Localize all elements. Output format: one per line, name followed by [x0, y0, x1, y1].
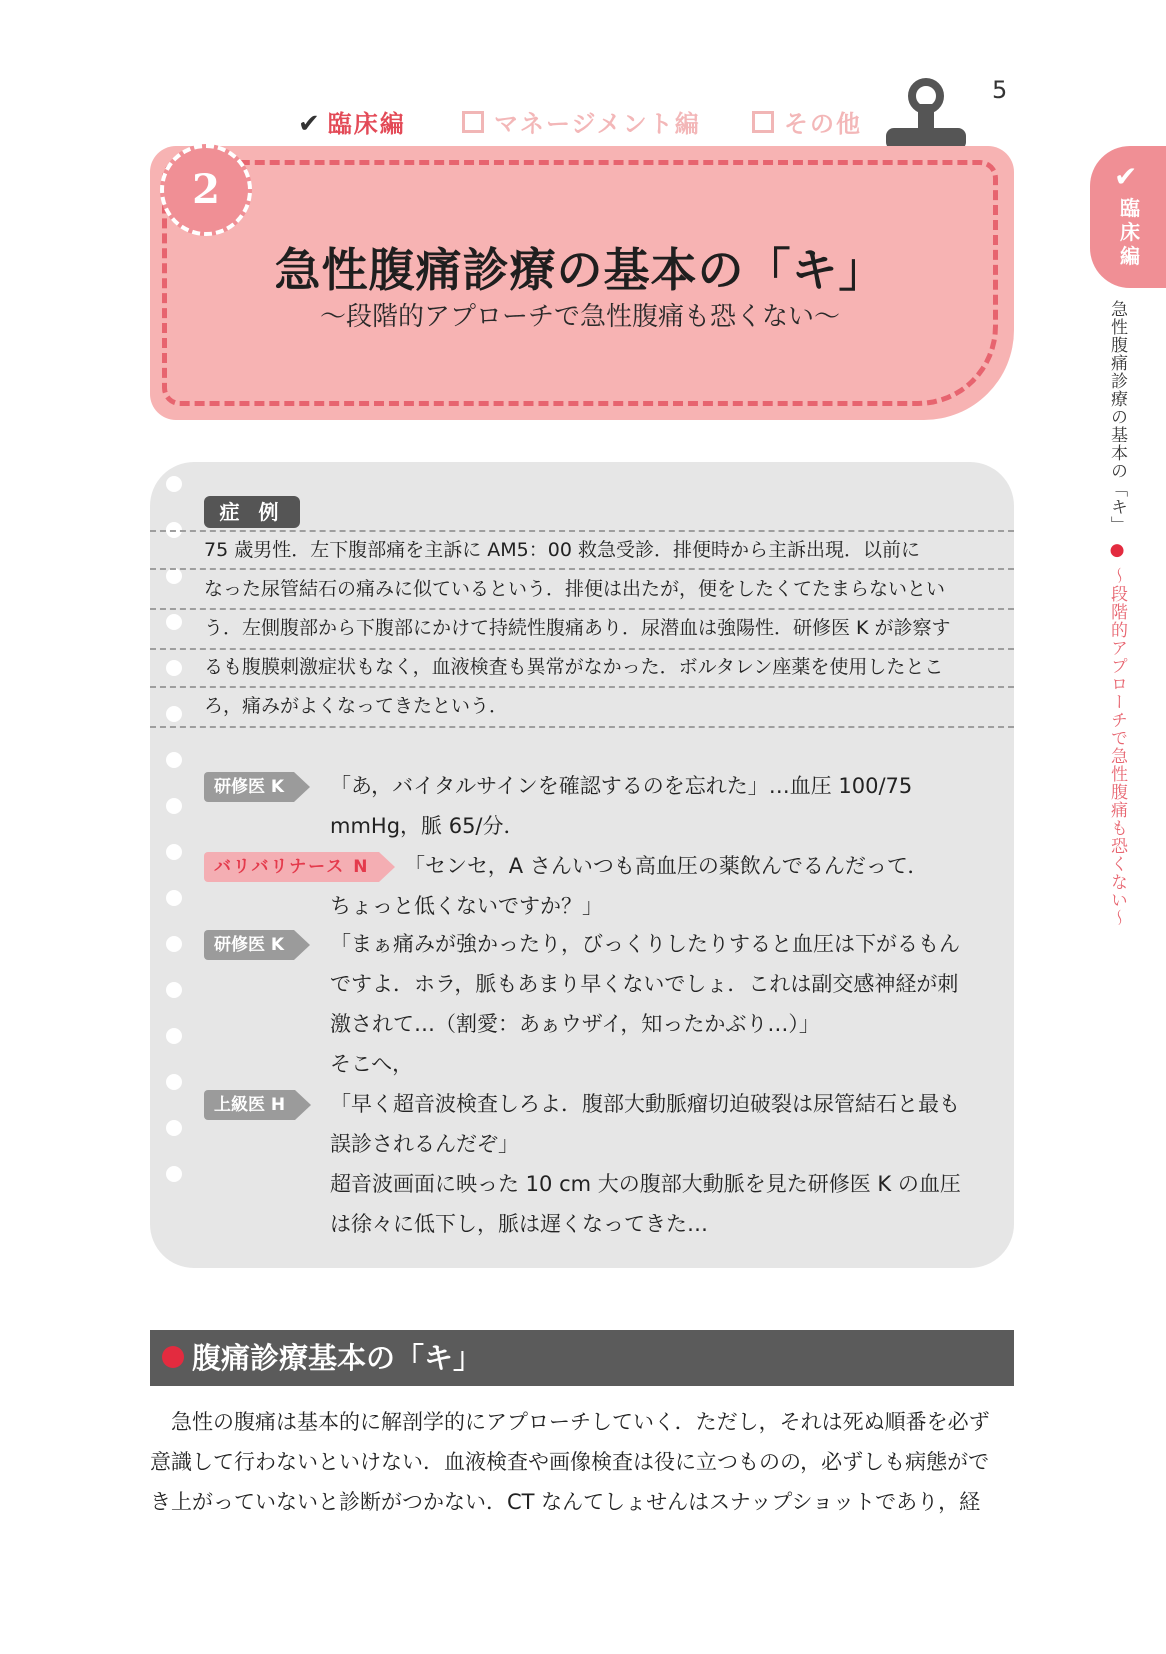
running-title-sub: ～段階的アプローチで急性腹痛も恐くない～	[1107, 567, 1127, 927]
side-tab-label: 臨床編	[1120, 196, 1140, 268]
case-label: 症 例	[204, 496, 300, 528]
binder-hole	[166, 476, 182, 492]
binder-hole	[166, 1074, 182, 1090]
case-text-line: ろ，痛みがよくなってきたという．	[204, 695, 509, 717]
checkbox-icon	[752, 111, 774, 133]
case-text-line: う．左側腹部から下腹部にかけて持続性腹痛あり．尿潜血は強陽性．研修医 K が診察す	[204, 617, 951, 639]
checkbox-icon	[462, 111, 484, 133]
category-other-label: その他	[784, 110, 862, 138]
binder-hole	[166, 752, 182, 768]
binder-hole	[166, 1166, 182, 1182]
category-management	[462, 104, 701, 139]
binder-hole	[166, 844, 182, 860]
dialogue-line: 「センセ，A さんいつも高血圧の薬飲んでるんだって．	[404, 854, 929, 878]
dialogue-line: 「早く超音波検査しろよ．腹部大動脈瘤切迫破裂は尿管結石と最も	[330, 1092, 960, 1116]
speaker-tag-resident-k: 研修医 K	[204, 930, 294, 960]
section-title: 腹痛診療基本の「キ」	[192, 1341, 483, 1375]
case-text-line: るも腹膜刺激症状もなく，血液検査も異常がなかった．ボルタレン座薬を使用したとこ	[204, 656, 944, 678]
chapter-title: 急性腹痛診療の基本の「キ」	[274, 243, 886, 297]
binder-hole	[166, 1120, 182, 1136]
dialogue-line: 「まぁ痛みが強かったり，びっくりしたりすると血圧は下がるもん	[330, 932, 960, 956]
dialogue-line: 激されて…（割愛：あぁウザイ，知ったかぶり…）」	[330, 1012, 820, 1036]
binder-hole	[166, 1028, 182, 1044]
chapter-number-badge: 2	[160, 144, 252, 236]
dialogue-line: そこへ，	[330, 1052, 414, 1076]
dialogue-line: 「あ，バイタルサインを確認するのを忘れた」…血圧 100/75	[330, 774, 913, 798]
category-other	[752, 104, 862, 139]
bullet-dot-icon	[162, 1346, 184, 1368]
body-text-line: 意識して行わないといけない．血液検査や画像検査は役に立つものの，必ずしも病態がで	[150, 1450, 990, 1474]
category-clinical-label: 臨床編	[327, 110, 406, 138]
chapter-subtitle: ～段階的アプローチで急性腹痛も恐くない～	[319, 302, 840, 332]
case-text-line: なった尿管結石の痛みに似ているという．排便は出たが，便をしたくてたまらないとい	[204, 578, 946, 600]
binder-hole	[166, 936, 182, 952]
rule-line	[150, 726, 1014, 728]
check-icon: ✔	[298, 109, 322, 139]
running-title-main: 急性腹痛診療の基本の「キ」	[1107, 300, 1127, 534]
body-text-line: き上がっていないと診断がつかない．CT なんてしょせんはスナップショットであり，経	[150, 1490, 981, 1514]
binder-hole	[166, 890, 182, 906]
dialogue-line: ちょっと低くないですか？」	[330, 894, 603, 918]
binder-hole	[166, 660, 182, 676]
binder-hole	[166, 706, 182, 722]
dialogue-line: ですよ．ホラ，脈もあまり早くないでしょ．これは副交感神経が刺	[330, 972, 959, 996]
check-icon: ✔	[1114, 160, 1138, 193]
binder-hole	[166, 568, 182, 584]
category-clinical	[298, 104, 406, 139]
page-number: 5	[992, 76, 1008, 104]
case-text-line: 75 歳男性．左下腹部痛を主訴に AM5：00 救急受診．排便時から主訴出現．以前に	[204, 539, 920, 561]
speaker-tag-senior-h: 上級医 H	[204, 1090, 295, 1120]
running-title	[1106, 300, 1128, 927]
speaker-tag-resident-k: 研修医 K	[204, 772, 294, 802]
binder-hole	[166, 798, 182, 814]
dialogue-line: 誤診されるんだぞ」	[330, 1132, 519, 1156]
dialogue-line: 超音波画面に映った 10 cm 大の腹部大動脈を見た研修医 K の血圧	[330, 1172, 961, 1196]
dialogue-line: mmHg，脈 65/分．	[330, 814, 525, 838]
dialogue-line: は徐々に低下し，脈は遅くなってきた…	[330, 1212, 708, 1236]
body-text-line: 急性の腹痛は基本的に解剖学的にアプローチしていく．ただし，それは死ぬ順番を必ず	[150, 1410, 990, 1434]
category-management-label: マネージメント編	[494, 110, 701, 138]
bullet-dot-icon: ●	[1107, 540, 1127, 561]
speaker-tag-nurse-n: バリバリナース N	[204, 852, 379, 882]
binder-hole	[166, 982, 182, 998]
binder-hole	[166, 614, 182, 630]
